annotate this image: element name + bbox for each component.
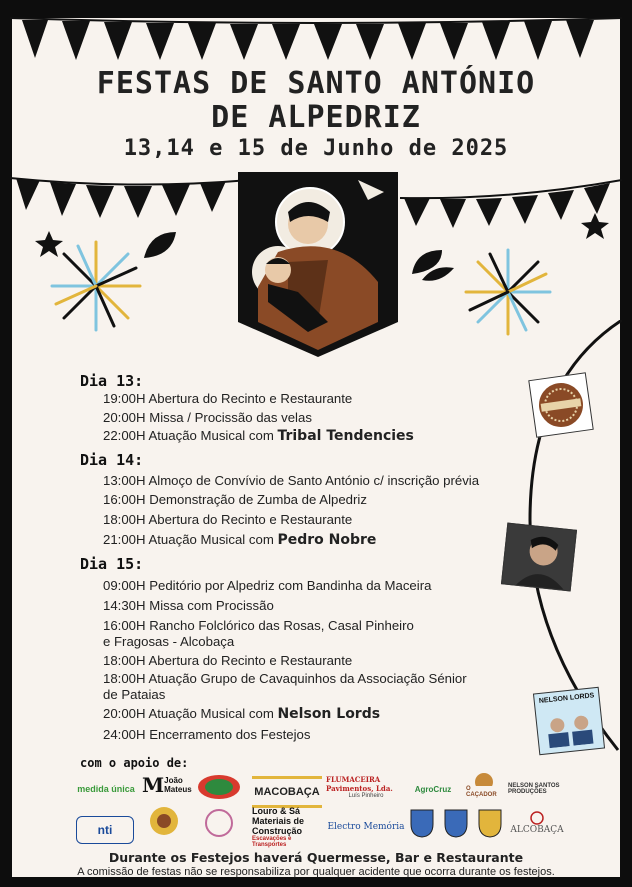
sponsor-logo-agrocruz: AgroCruz [414,784,452,794]
footer-disclaimer: A comissão de festas não se responsabiliza por qualquer acidente que ocorra durante os festejos. [77,866,555,878]
day14-label: Dia 14: [80,451,144,469]
photo-nelson-lords-caption: NELSON LORDS [538,692,595,706]
event-row: 13:00H Almoço de Convívio de Santo António c/ inscrição prévia [103,473,480,488]
day13-label: Dia 13: [80,372,144,390]
support-label: com o apoio de: [80,756,189,770]
event-row-continuation: e Fragosas - Alcobaça [103,634,235,649]
event-row: 16:00H Demonstração de Zumba de Alpedriz [103,492,367,507]
sponsor-logo-alcobaca: ALCOBAÇA [510,810,564,836]
day15-label: Dia 15: [80,555,144,573]
artist-name: Tribal Tendencies [277,428,414,444]
sponsor-logo-nti: nti [76,816,134,844]
event-row: 20:00H Atuação Musical com Nelson Lords [103,706,381,722]
sponsor-logo-joao-mateus: M João Mateus [142,773,192,797]
title-line1: FESTAS DE SANTO ANTÓNIO [96,66,536,101]
event-row-continuation: de Pataias [103,687,166,702]
sponsor-logo-o-cacador: O CAÇADOR [466,772,502,798]
sponsor-logo-nelson-santos: NELSON SANTOS PRODUÇÕES [508,783,560,795]
event-row: 24:00H Encerramento dos Festejos [103,727,311,742]
sponsor-logo-macobaca: MACOBAÇA [252,776,322,808]
coat-of-arms-icon [408,810,436,836]
photo-band-logo [528,372,594,438]
artist-name: Pedro Nobre [277,532,377,548]
event-row: 18:00H Abertura do Recinto e Restaurante [103,512,353,527]
event-row: 16:00H Rancho Folclórico das Rosas, Casal Pinheiro [103,618,414,633]
sponsor-logo-electro-memoria: Electro Memória [327,822,405,832]
coat-of-arms-icon [442,810,470,836]
event-row: 21:00H Atuação Musical com Pedro Nobre [103,532,377,548]
sponsor-logo-medida-unica: medida única [77,784,135,794]
sponsor-logo-louro-sa: Louro & Sá Materiais de Construção Escavações e Transportes [252,806,305,848]
sponsor-logo-flumaceira: FLUMACEIRA Pavimentos, Lda. Luís Pinheiro [326,775,393,799]
event-row: 18:00H Abertura do Recinto e Restaurante [103,653,353,668]
firework-left-icon [46,236,146,336]
sponsor-logo-delidel [196,774,242,800]
leaf-icon [420,262,456,284]
photo-pedro-nobre [501,523,577,592]
sponsor-logo-floral [196,810,242,836]
event-row: 22:00H Atuação Musical com Tribal Tendencies [103,428,414,444]
coat-of-arms-icon [476,810,504,836]
leaf-icon [140,228,180,264]
event-row: 14:30H Missa com Procissão [103,598,274,613]
photo-nelson-lords [533,687,605,756]
top-bunting [0,10,632,60]
event-row: 18:00H Atuação Grupo de Cavaquinhos da Associação Sénior [103,671,467,686]
saint-antonio-banner-image [238,172,398,360]
event-row: 19:00H Abertura do Recinto e Restaurante [103,391,353,406]
event-row: 09:00H Peditório por Alpedriz com Bandinha da Maceira [103,578,432,593]
footer-notice: Durante os Festejos haverá Quermesse, Bar e Restaurante [108,850,524,865]
title-dates: 13,14 e 15 de Junho de 2025 [123,136,509,161]
title-line2: DE ALPEDRIZ [211,100,421,135]
sponsor-logo-sunflower [142,808,186,834]
event-row: 20:00H Missa / Procissão das velas [103,410,312,425]
star-icon [580,212,610,240]
artist-name: Nelson Lords [277,706,381,722]
bottom-border [0,877,632,887]
